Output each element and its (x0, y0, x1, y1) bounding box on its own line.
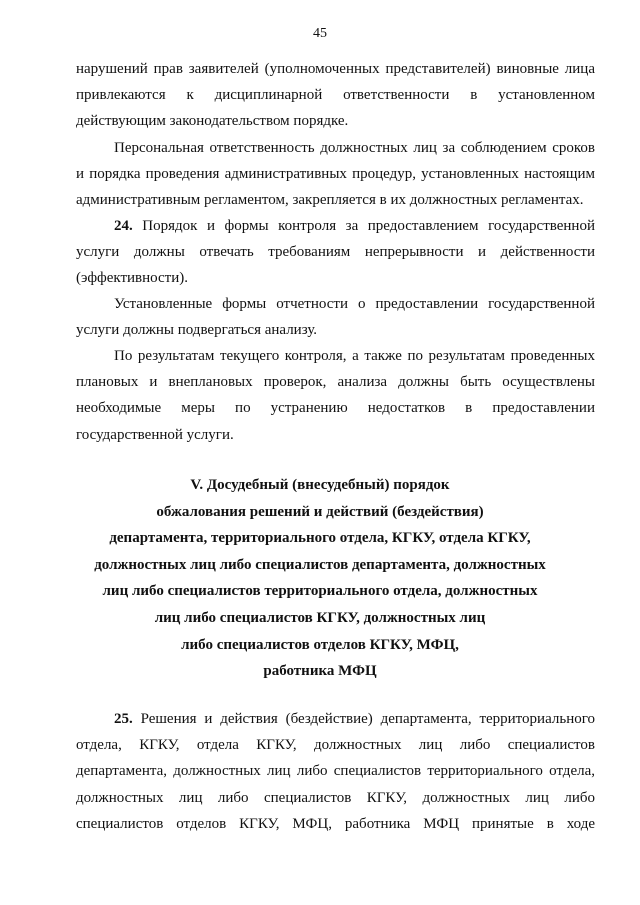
paragraph-clause-25 (76, 706, 595, 837)
clause-number: 24. (114, 218, 133, 234)
paragraph-control-results: По результатам текущего контроля, а также по результатам проведенных плановых и внеплановых проверок, анализа должны быть осуществлены необходимые меры по устранению недостатков в предоставлении государственной услуги. (76, 348, 595, 443)
page-number: 45 (313, 26, 327, 41)
section-heading-line: V. Досудебный (внесудебный) порядок (190, 477, 450, 493)
section-heading (0, 472, 640, 685)
section-heading-line: лиц либо специалистов территориального отдела, должностных (102, 583, 538, 600)
paragraph-clause-24 (76, 213, 595, 292)
clause-25-line: отдела, КГКУ, отдела КГКУ, должностных лиц либо специалистов (76, 737, 595, 754)
section-heading-line: департамента, территориального отдела, КГКУ, отдела КГКУ, (109, 530, 531, 547)
section-heading-line: работника МФЦ (263, 663, 377, 680)
section-heading-line: обжалования решений и действий (бездействия) (156, 503, 484, 520)
clause-25-line: департамента, должностных лиц либо специалистов территориального отдела, (76, 763, 595, 780)
paragraph-continuation: нарушений прав заявителей (уполномоченных представителей) виновные лица привлекаются к дисциплинарной ответственности в установленном действующим законодательством порядке. (76, 61, 595, 130)
clause-number: 25. (114, 711, 133, 727)
section-heading-line: должностных лиц либо специалистов департамента, должностных (94, 556, 546, 573)
paragraph-personal-responsibility: Персональная ответственность должностных лиц за соблюдением сроков и порядка проведения административных процедур, установленных настоящим административным регламентом, закрепляется в их должностных регламентах. (76, 140, 595, 209)
clause-25-line: специалистов отделов КГКУ, МФЦ, работника МФЦ принятые в ходе (76, 815, 595, 832)
section-heading-line: либо специалистов отделов КГКУ, МФЦ, (181, 636, 459, 653)
clause-25-line: должностных лиц либо специалистов КГКУ, должностных лиц либо (76, 789, 595, 806)
clause-25-line (76, 706, 595, 732)
clause-text: Порядок и формы контроля за предоставлением государственной услуги должны отвечать требованиям непрерывности и действенности (эффективности). (76, 218, 595, 287)
clause-text: Решения и действия (бездействие) департамента, территориального (132, 711, 595, 727)
paragraph-reporting-forms: Установленные формы отчетности о предоставлении государственной услуги должны подвергаться анализу. (76, 296, 595, 339)
section-heading-line: лиц либо специалистов КГКУ, должностных лиц (154, 609, 486, 626)
